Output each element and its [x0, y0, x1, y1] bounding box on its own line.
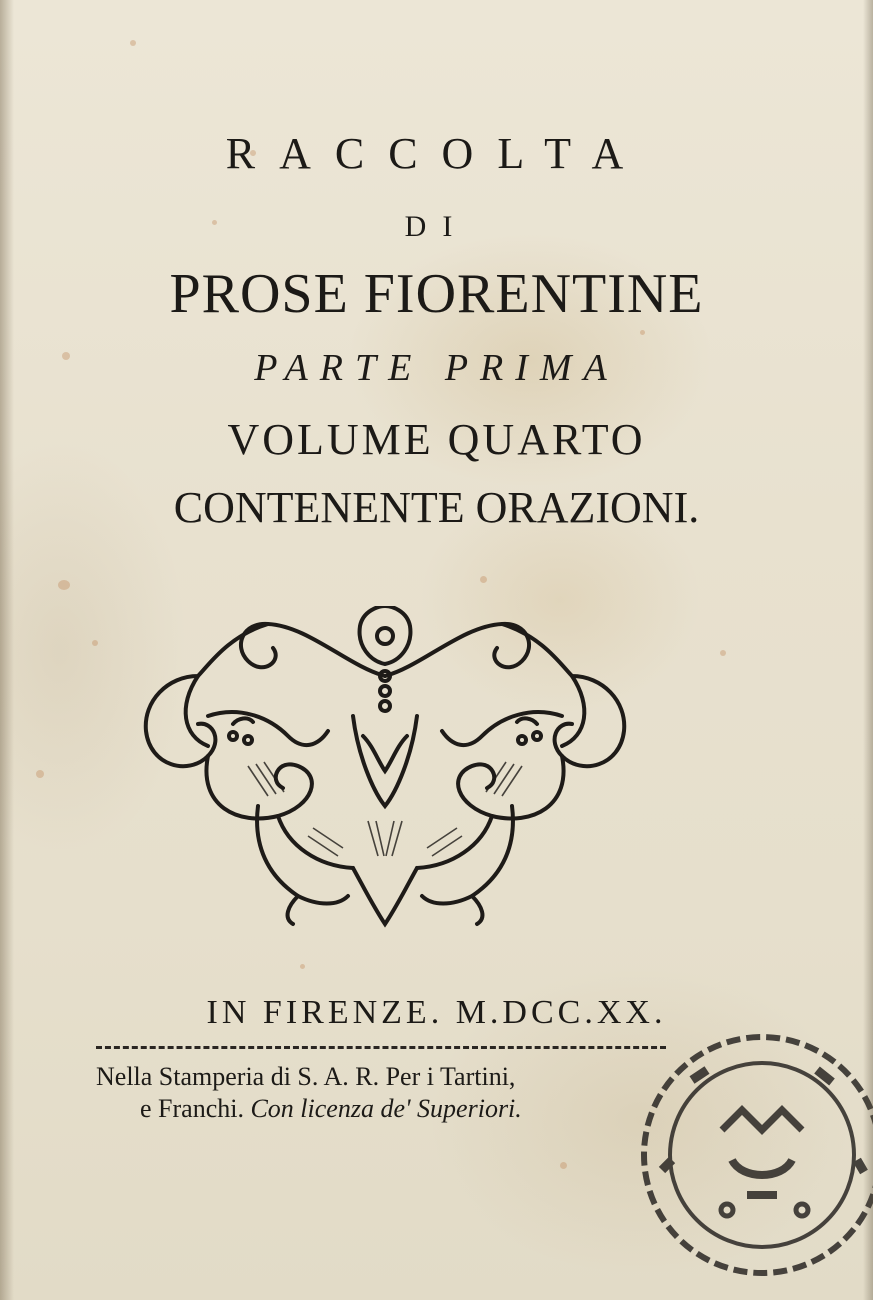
foxing-spot — [58, 580, 70, 590]
imprint-license-italic: Con licenza de' Superiori. — [250, 1094, 522, 1123]
foxing-spot — [36, 770, 44, 778]
title-di: DI — [404, 210, 469, 243]
foxing-spot — [130, 40, 136, 46]
foxing-spot — [720, 650, 726, 656]
foxing-spot — [640, 330, 645, 335]
title-prose-fiorentine: PROSE FIORENTINE — [169, 263, 704, 325]
foxing-spot — [300, 964, 305, 969]
imprint-rule — [96, 1046, 666, 1049]
rococo-cartouche-ornament-icon — [138, 606, 632, 928]
foxing-spot — [560, 1162, 567, 1169]
subtitle-parte-prima: PARTE PRIMA — [254, 347, 619, 389]
library-ink-stamp-icon — [632, 1020, 873, 1290]
foxing-spot — [92, 640, 98, 646]
subtitle-contenente-orazioni: CONTENENTE ORAZIONI. — [173, 483, 700, 532]
foxing-spot — [480, 576, 487, 583]
imprint-place-date: IN FIRENZE. M.DCC.XX. — [206, 994, 667, 1031]
title-raccolta: RACCOLTA — [225, 129, 648, 178]
subtitle-volume-quarto: VOLUME QUARTO — [227, 415, 646, 464]
imprint-printer-line: Nella Stamperia di S. A. R. Per i Tartini, — [96, 1062, 516, 1091]
imprint-printer-name: e Franchi. — [140, 1094, 244, 1123]
